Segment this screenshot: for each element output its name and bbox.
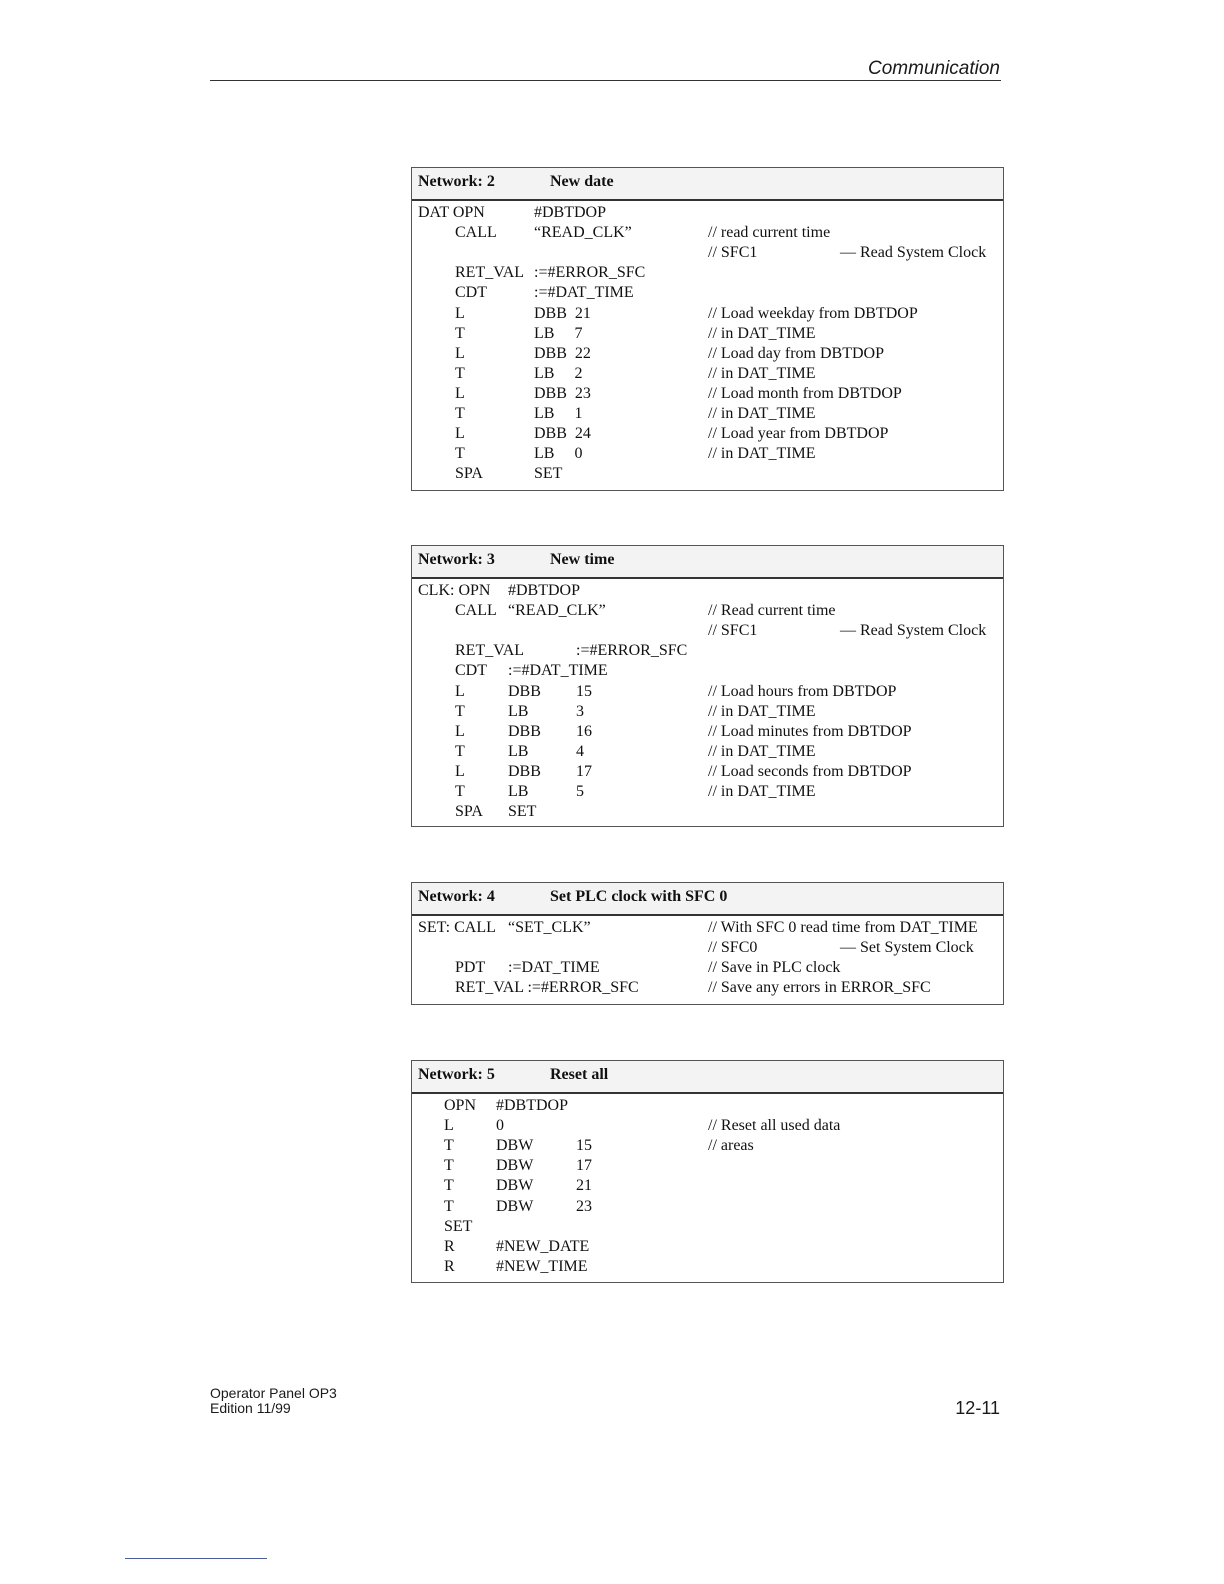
code-token: 3 [576,702,584,720]
code-token: R [444,1257,455,1275]
code-line [412,581,1003,601]
header-rule [210,80,1001,81]
code-token: SET [534,465,563,483]
code-token: CALL [455,602,497,620]
network-code [412,579,1003,826]
code-line [412,682,1003,702]
code-token: LB 0 [534,445,583,463]
code-token: DBB [508,762,541,780]
code-token: T [444,1177,454,1195]
code-token: “READ_CLK” [534,224,632,242]
code-line [412,324,1003,344]
code-token: RET_VAL [455,264,525,282]
network-code [412,201,1003,490]
code-line [412,283,1003,303]
code-line [412,601,1003,621]
code-token: // SFC1 [708,622,758,640]
network-label: Network: 4 [418,888,495,905]
network-title: Set PLC clock with SFC 0 [550,888,728,905]
code-line [412,938,1003,958]
network-header [412,546,1003,579]
code-line [412,1156,1003,1176]
code-token: T [455,405,465,422]
code-line [412,1116,1003,1136]
network-4-block [411,882,1004,1005]
code-line [412,243,1003,263]
code-token: DBB 21 [534,304,591,322]
network-header [412,1061,1003,1094]
code-token: // in DAT_TIME [708,324,816,342]
code-token: 21 [576,1177,592,1195]
network-5-block [411,1060,1004,1283]
code-token: CLK: OPN [418,582,491,599]
network-label: Network: 3 [418,551,495,568]
code-line [412,641,1003,661]
code-token: T [455,702,465,720]
code-token: — Read System Clock [840,622,987,640]
code-line [412,1136,1003,1156]
code-token: RET_VAL :=#ERROR_SFC [455,979,639,997]
code-token: 0 [496,1117,504,1135]
page-number: 12-11 [955,1398,1000,1418]
code-line [412,404,1003,424]
code-token: L [455,682,465,700]
code-token: #DBTDOP [534,204,607,221]
code-token: — Read System Clock [840,244,987,262]
code-line [412,304,1003,324]
code-line [412,1237,1003,1257]
code-token: // Save in PLC clock [708,959,841,977]
footer-edition: Edition 11/99 [210,1400,291,1416]
code-line [412,621,1003,641]
code-token: // Reset all used data [708,1117,841,1135]
code-line [412,444,1003,464]
code-token: :=DAT_TIME [508,959,600,977]
code-token: SET [508,803,537,821]
code-token: — Set System Clock [840,939,974,957]
code-token: 23 [576,1197,592,1215]
code-line [412,1176,1003,1196]
network-label: Network: 5 [418,1066,495,1083]
code-token: T [444,1137,454,1155]
code-line [412,742,1003,762]
code-token: 5 [576,783,584,800]
code-token: T [455,324,465,342]
code-token: SPA [455,465,483,483]
code-token: 17 [576,1157,592,1175]
code-line [412,1217,1003,1237]
code-token: // Load hours from DBTDOP [708,682,897,700]
code-token: CALL [455,224,497,242]
code-token: T [444,1157,454,1175]
code-token: // in DAT_TIME [708,405,816,422]
network-title: New time [550,551,615,568]
code-line [412,958,1003,978]
code-line [412,203,1003,223]
code-token: // SFC1 [708,244,758,262]
code-token: LB [508,783,529,800]
code-token: OPN [444,1097,477,1114]
code-token: L [455,344,465,362]
code-token: SET [444,1217,473,1235]
code-line [412,464,1003,484]
code-token: 17 [576,762,592,780]
network-code [412,1094,1003,1282]
code-token: LB [508,742,529,760]
code-token: #DBTDOP [496,1097,569,1114]
code-token: DBB [508,682,541,700]
code-token: DBW [496,1157,534,1175]
code-token: #NEW_TIME [496,1257,588,1275]
code-token: CDT [455,284,487,302]
code-token: // Load seconds from DBTDOP [708,762,912,780]
code-token: // in DAT_TIME [708,742,816,760]
code-token: 4 [576,742,584,760]
code-token: T [455,445,465,463]
code-token: // Load weekday from DBTDOP [708,304,918,322]
code-line [412,918,1003,938]
network-label: Network: 2 [418,173,495,190]
code-token: // Save any errors in ERROR_SFC [708,979,931,997]
code-token: T [455,364,465,382]
code-token: L [455,304,465,322]
code-line [412,661,1003,681]
code-line [412,263,1003,283]
code-token: LB 7 [534,324,583,342]
code-line [412,364,1003,384]
code-token: T [455,783,465,800]
code-token: L [455,762,465,780]
code-token: “READ_CLK” [508,602,606,620]
code-token: L [455,722,465,740]
code-token: // Load month from DBTDOP [708,384,902,402]
network-header [412,168,1003,201]
code-token: LB 1 [534,405,583,422]
code-token: DBW [496,1137,534,1155]
code-token: DAT OPN [418,204,485,221]
code-line [412,424,1003,444]
code-token: DBW [496,1177,534,1195]
code-line [412,1096,1003,1116]
code-token: DBB 22 [534,344,591,362]
network-header [412,883,1003,916]
code-token: PDT [455,959,486,977]
code-token: T [455,742,465,760]
code-token: “SET_CLK” [508,919,591,936]
code-token: :=#ERROR_SFC [576,642,688,660]
footer-product-info [210,1386,337,1416]
network-2-block [411,167,1004,491]
code-token: SPA [455,803,483,821]
network-title: New date [550,173,614,190]
code-token: :=#DAT_TIME [534,284,634,302]
code-token: 16 [576,722,592,740]
code-token: DBB [508,722,541,740]
code-line [412,802,1003,822]
code-token: :=#ERROR_SFC [534,264,646,282]
page-header-title: Communication [868,58,1000,79]
network-title: Reset all [550,1066,609,1083]
code-token: // Read current time [708,602,836,620]
code-token: 15 [576,682,592,700]
code-line [412,782,1003,802]
code-token: // in DAT_TIME [708,702,816,720]
code-token: L [444,1117,454,1135]
code-token: L [455,425,465,443]
code-token: // in DAT_TIME [708,364,816,382]
code-token: // With SFC 0 read time from DAT_TIME [708,919,978,936]
code-token: LB 2 [534,364,583,382]
code-token: #DBTDOP [508,582,581,599]
code-line [412,223,1003,243]
code-line [412,762,1003,782]
code-token: DBB 24 [534,425,591,443]
code-token: 15 [576,1137,592,1155]
code-line [412,1257,1003,1277]
code-token: DBW [496,1197,534,1215]
code-token: // SFC0 [708,939,758,957]
code-token: R [444,1237,455,1255]
code-token: DBB 23 [534,384,591,402]
code-token: :=#DAT_TIME [508,662,608,680]
code-token: // areas [708,1137,754,1155]
footer-rule [125,1558,267,1559]
footer-product: Operator Panel OP3 [210,1385,337,1401]
code-token: // in DAT_TIME [708,783,816,800]
code-line [412,344,1003,364]
code-token: // Load year from DBTDOP [708,425,889,443]
code-token: // Load day from DBTDOP [708,344,884,362]
code-token: RET_VAL [455,642,525,660]
code-token: SET: CALL [418,919,496,936]
code-token: #NEW_DATE [496,1237,590,1255]
network-3-block [411,545,1004,827]
code-token: // read current time [708,224,831,242]
code-token: T [444,1197,454,1215]
code-line [412,722,1003,742]
code-token: L [455,384,465,402]
code-line [412,702,1003,722]
network-code [412,916,1003,1004]
code-token: // in DAT_TIME [708,445,816,463]
code-line [412,978,1003,998]
code-token: CDT [455,662,487,680]
code-token: // Load minutes from DBTDOP [708,722,912,740]
code-token: LB [508,702,529,720]
code-line [412,384,1003,404]
code-line [412,1197,1003,1217]
